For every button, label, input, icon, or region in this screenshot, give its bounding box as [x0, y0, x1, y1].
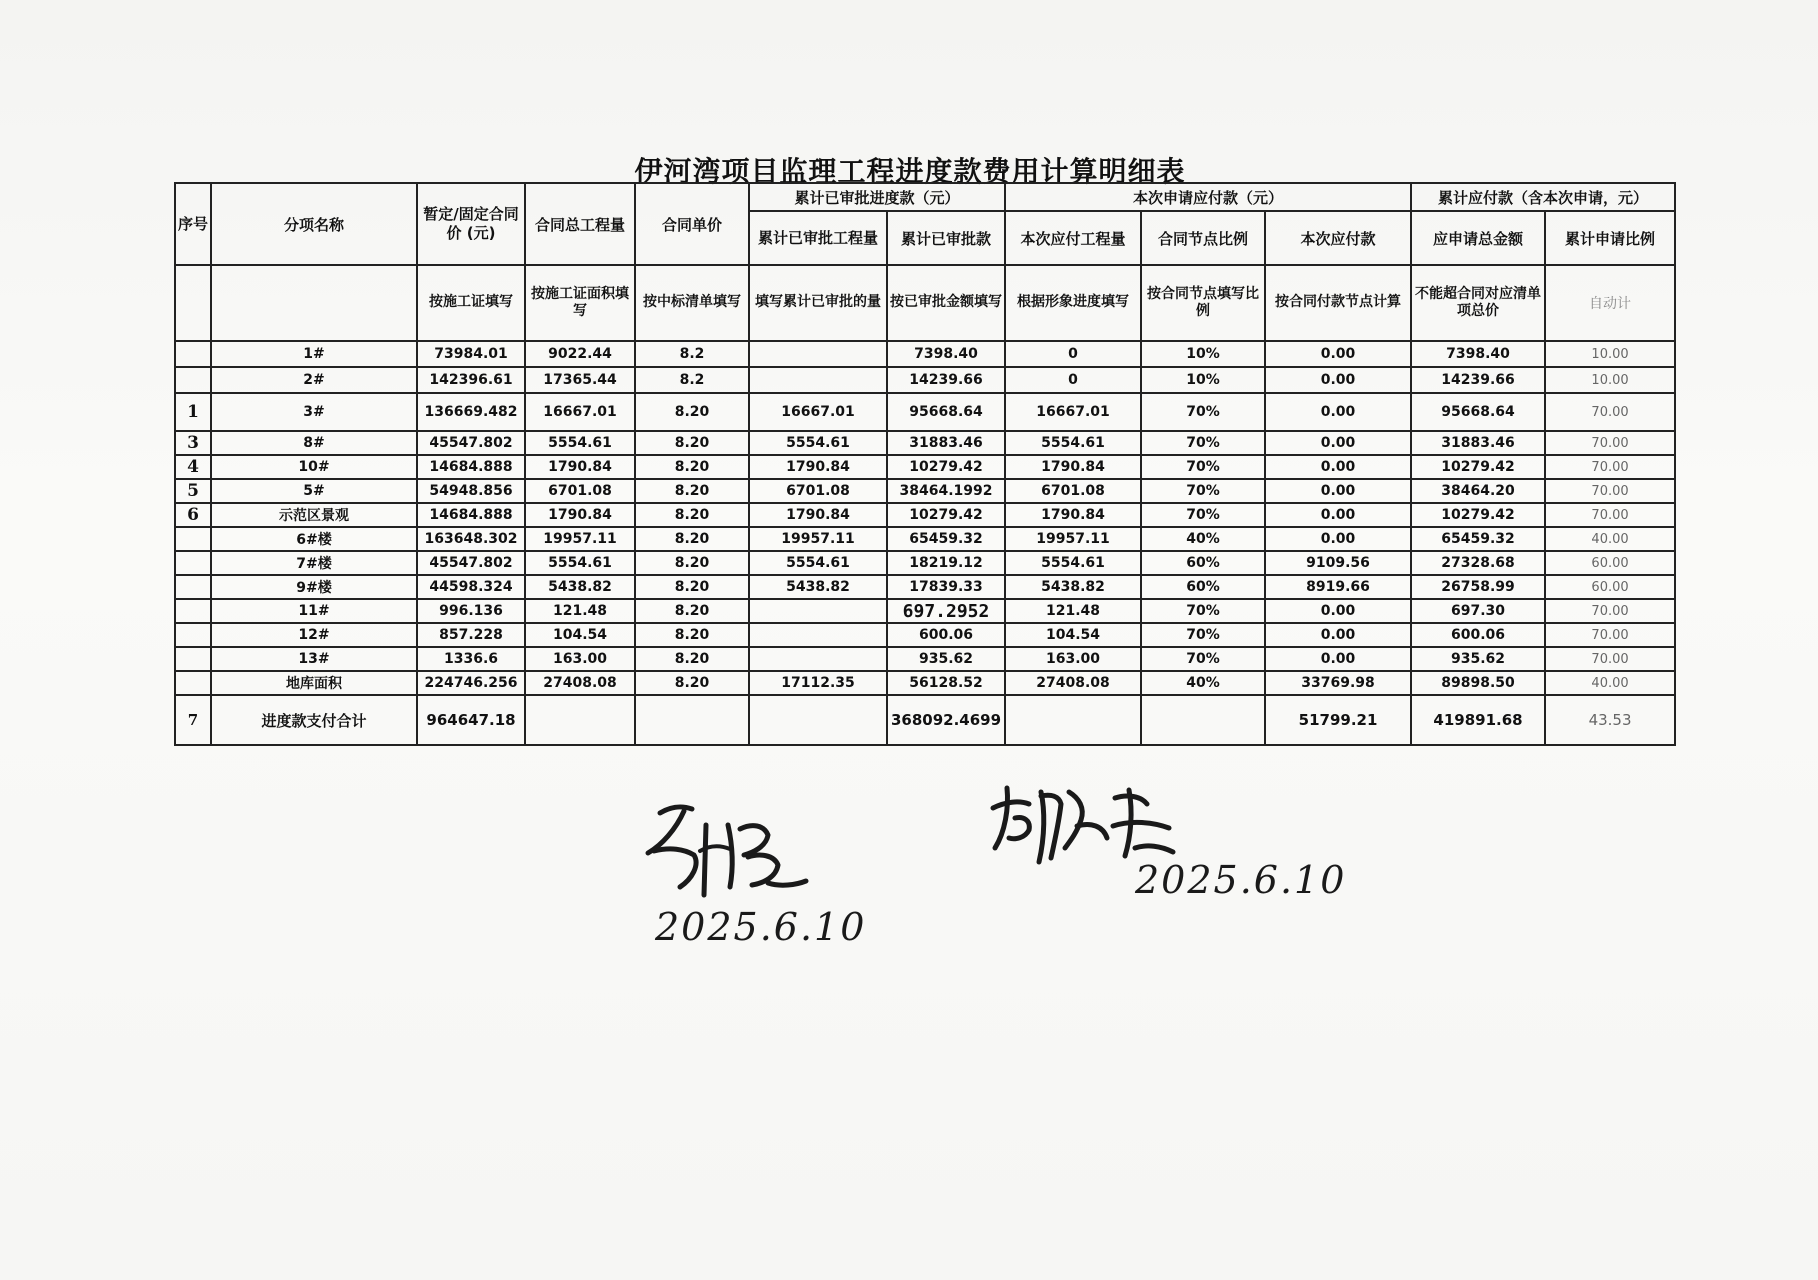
header-approved-amount: 累计已审批款: [887, 211, 1005, 265]
row-current-payable: 0.00: [1265, 431, 1411, 455]
header-current-quantity: 本次应付工程量: [1005, 211, 1141, 265]
row-contract-price: 142396.61: [417, 367, 525, 393]
row-cumulative-ratio: 40.00: [1545, 671, 1675, 695]
row-approved-quantity: [749, 367, 887, 393]
row-node-ratio: 70%: [1141, 479, 1265, 503]
table-row: [175, 599, 1675, 623]
row-approved-quantity: [749, 647, 887, 671]
row-cumulative-ratio: 40.00: [1545, 527, 1675, 551]
row-item-name: 12#: [211, 623, 417, 647]
empty-cell: [525, 695, 635, 745]
row-approved-amount: 14239.66: [887, 367, 1005, 393]
total-cumulative-total: 419891.68: [1411, 695, 1545, 745]
row-node-ratio: 70%: [1141, 393, 1265, 431]
row-node-ratio: 60%: [1141, 575, 1265, 599]
row-unit-price: 8.20: [635, 527, 749, 551]
row-approved-quantity: [749, 341, 887, 367]
row-current-payable: 0.00: [1265, 623, 1411, 647]
row-current-quantity: 5438.82: [1005, 575, 1141, 599]
row-cumulative-total: 600.06: [1411, 623, 1545, 647]
row-seq: [175, 527, 211, 551]
row-approved-quantity: 19957.11: [749, 527, 887, 551]
row-total-quantity: 5438.82: [525, 575, 635, 599]
row-cumulative-total: 14239.66: [1411, 367, 1545, 393]
row-node-ratio: 60%: [1141, 551, 1265, 575]
row-cumulative-total: 89898.50: [1411, 671, 1545, 695]
header-cumulative-ratio: 累计申请比例: [1545, 211, 1675, 265]
row-cumulative-total: 7398.40: [1411, 341, 1545, 367]
row-contract-price: 136669.482: [417, 393, 525, 431]
total-approved-amount: 368092.4699: [887, 695, 1005, 745]
row-cumulative-total: 31883.46: [1411, 431, 1545, 455]
row-unit-price: 8.20: [635, 599, 749, 623]
row-approved-quantity: 1790.84: [749, 503, 887, 527]
instruction-unit-price: 按中标清单填写: [635, 265, 749, 341]
row-approved-quantity: 5438.82: [749, 575, 887, 599]
row-current-quantity: 5554.61: [1005, 551, 1141, 575]
row-contract-price: 54948.856: [417, 479, 525, 503]
row-seq: 5: [175, 479, 211, 503]
header-current-payable: 本次应付款: [1265, 211, 1411, 265]
row-current-payable: 0.00: [1265, 599, 1411, 623]
row-seq: 1: [175, 393, 211, 431]
row-item-name: 11#: [211, 599, 417, 623]
row-approved-amount: 10279.42: [887, 503, 1005, 527]
row-node-ratio: 70%: [1141, 623, 1265, 647]
row-node-ratio: 10%: [1141, 341, 1265, 367]
row-current-payable: 33769.98: [1265, 671, 1411, 695]
row-cumulative-total: 935.62: [1411, 647, 1545, 671]
row-cumulative-total: 26758.99: [1411, 575, 1545, 599]
instruction-cell: [211, 265, 417, 341]
row-cumulative-ratio: 70.00: [1545, 479, 1675, 503]
row-cumulative-ratio: 70.00: [1545, 393, 1675, 431]
row-current-quantity: 121.48: [1005, 599, 1141, 623]
row-current-payable: 0.00: [1265, 527, 1411, 551]
row-cumulative-ratio: 60.00: [1545, 575, 1675, 599]
row-contract-price: 857.228: [417, 623, 525, 647]
row-current-payable: 0.00: [1265, 455, 1411, 479]
row-unit-price: 8.20: [635, 671, 749, 695]
row-current-payable: 0.00: [1265, 393, 1411, 431]
row-seq: [175, 599, 211, 623]
row-approved-amount: 95668.64: [887, 393, 1005, 431]
table-row: [175, 503, 1675, 527]
row-current-quantity: 1790.84: [1005, 455, 1141, 479]
row-contract-price: 44598.324: [417, 575, 525, 599]
row-current-payable: 9109.56: [1265, 551, 1411, 575]
row-item-name: 10#: [211, 455, 417, 479]
row-total-quantity: 16667.01: [525, 393, 635, 431]
row-current-payable: 0.00: [1265, 647, 1411, 671]
row-current-quantity: 5554.61: [1005, 431, 1141, 455]
row-total-quantity: 163.00: [525, 647, 635, 671]
instruction-current-quantity: 根据形象进度填写: [1005, 265, 1141, 341]
row-item-name: 13#: [211, 647, 417, 671]
row-approved-amount: 697.2952: [887, 599, 1005, 623]
row-unit-price: 8.20: [635, 455, 749, 479]
row-item-name: 8#: [211, 431, 417, 455]
table-row: [175, 671, 1675, 695]
header-group-current: 本次申请应付款（元）: [1005, 183, 1411, 211]
row-unit-price: 8.2: [635, 367, 749, 393]
empty-cell: [635, 695, 749, 745]
row-approved-amount: 600.06: [887, 623, 1005, 647]
row-seq: 3: [175, 431, 211, 455]
row-cumulative-ratio: 70.00: [1545, 647, 1675, 671]
row-current-quantity: 1790.84: [1005, 503, 1141, 527]
row-contract-price: 45547.802: [417, 431, 525, 455]
row-approved-amount: 31883.46: [887, 431, 1005, 455]
row-cumulative-total: 27328.68: [1411, 551, 1545, 575]
header-group-approved: 累计已审批进度款（元）: [749, 183, 1005, 211]
row-approved-quantity: 5554.61: [749, 551, 887, 575]
row-total-quantity: 1790.84: [525, 503, 635, 527]
right-signature-strokes: [985, 778, 1195, 868]
row-contract-price: 14684.888: [417, 455, 525, 479]
row-approved-quantity: 1790.84: [749, 455, 887, 479]
instruction-cumulative-total: 不能超合同对应清单项总价: [1411, 265, 1545, 341]
row-node-ratio: 70%: [1141, 431, 1265, 455]
table-row: [175, 393, 1675, 431]
row-total-quantity: 104.54: [525, 623, 635, 647]
row-contract-price: 1336.6: [417, 647, 525, 671]
row-contract-price: 73984.01: [417, 341, 525, 367]
header-node-ratio: 合同节点比例: [1141, 211, 1265, 265]
row-approved-amount: 38464.1992: [887, 479, 1005, 503]
row-current-payable: 0.00: [1265, 479, 1411, 503]
row-approved-amount: 10279.42: [887, 455, 1005, 479]
row-current-payable: 8919.66: [1265, 575, 1411, 599]
instruction-row: [175, 265, 1675, 341]
row-total-quantity: 121.48: [525, 599, 635, 623]
instruction-cumulative-ratio: 自动计: [1545, 265, 1675, 341]
row-unit-price: 8.20: [635, 431, 749, 455]
row-unit-price: 8.20: [635, 647, 749, 671]
header-cumulative-total: 应申请总金额: [1411, 211, 1545, 265]
row-cumulative-total: 38464.20: [1411, 479, 1545, 503]
row-cumulative-total: 10279.42: [1411, 455, 1545, 479]
row-cumulative-total: 65459.32: [1411, 527, 1545, 551]
right-signature: [985, 778, 1195, 868]
header-unit-price: 合同单价: [635, 183, 749, 265]
row-contract-price: 996.136: [417, 599, 525, 623]
row-cumulative-ratio: 10.00: [1545, 367, 1675, 393]
row-approved-quantity: 16667.01: [749, 393, 887, 431]
row-contract-price: 45547.802: [417, 551, 525, 575]
row-approved-quantity: 5554.61: [749, 431, 887, 455]
row-contract-price: 224746.256: [417, 671, 525, 695]
row-current-payable: 0.00: [1265, 341, 1411, 367]
row-cumulative-ratio: 10.00: [1545, 341, 1675, 367]
total-contract-price: 964647.18: [417, 695, 525, 745]
row-total-quantity: 19957.11: [525, 527, 635, 551]
header-group-cumulative: 累计应付款（含本次申请，元）: [1411, 183, 1675, 211]
total-seq: 7: [175, 695, 211, 745]
row-cumulative-ratio: 70.00: [1545, 623, 1675, 647]
row-approved-amount: 65459.32: [887, 527, 1005, 551]
row-item-name: 6#楼: [211, 527, 417, 551]
row-node-ratio: 70%: [1141, 503, 1265, 527]
header-approved-quantity: 累计已审批工程量: [749, 211, 887, 265]
row-approved-quantity: 6701.08: [749, 479, 887, 503]
instruction-cell: [175, 265, 211, 341]
right-signature-date: 2025.6.10: [1135, 858, 1347, 902]
row-current-quantity: 163.00: [1005, 647, 1141, 671]
table-row: [175, 551, 1675, 575]
row-seq: [175, 341, 211, 367]
row-unit-price: 8.20: [635, 551, 749, 575]
total-cumulative-ratio: 43.53: [1545, 695, 1675, 745]
document-title: 伊河湾项目监理工程进度款费用计算明细表: [634, 155, 1186, 188]
row-node-ratio: 10%: [1141, 367, 1265, 393]
row-current-quantity: 27408.08: [1005, 671, 1141, 695]
row-node-ratio: 70%: [1141, 599, 1265, 623]
header-contract-price: 暂定/固定合同价 (元): [417, 183, 525, 265]
left-signature: [640, 795, 840, 905]
row-total-quantity: 6701.08: [525, 479, 635, 503]
row-contract-price: 163648.302: [417, 527, 525, 551]
row-current-quantity: 19957.11: [1005, 527, 1141, 551]
row-seq: [175, 647, 211, 671]
table-row: [175, 367, 1675, 393]
row-seq: [175, 367, 211, 393]
row-unit-price: 8.20: [635, 503, 749, 527]
row-current-quantity: 0: [1005, 341, 1141, 367]
row-cumulative-ratio: 70.00: [1545, 455, 1675, 479]
table-row: [175, 341, 1675, 367]
row-current-payable: 0.00: [1265, 503, 1411, 527]
row-cumulative-total: 95668.64: [1411, 393, 1545, 431]
row-approved-amount: 18219.12: [887, 551, 1005, 575]
header-item-name: 分项名称: [211, 183, 417, 265]
row-approved-quantity: 17112.35: [749, 671, 887, 695]
row-item-name: 地库面积: [211, 671, 417, 695]
instruction-approved-quantity: 填写累计已审批的量: [749, 265, 887, 341]
row-seq: [175, 623, 211, 647]
instruction-node-ratio: 按合同节点填写比例: [1141, 265, 1265, 341]
row-current-quantity: 16667.01: [1005, 393, 1141, 431]
empty-cell: [749, 695, 887, 745]
table-row: [175, 623, 1675, 647]
row-cumulative-total: 697.30: [1411, 599, 1545, 623]
payment-detail-table: [174, 182, 1676, 746]
row-total-quantity: 5554.61: [525, 431, 635, 455]
row-approved-amount: 935.62: [887, 647, 1005, 671]
row-item-name: 2#: [211, 367, 417, 393]
table-row: [175, 575, 1675, 599]
row-current-quantity: 6701.08: [1005, 479, 1141, 503]
row-cumulative-ratio: 70.00: [1545, 503, 1675, 527]
empty-cell: [1141, 695, 1265, 745]
table-row: [175, 527, 1675, 551]
header-total-quantity: 合同总工程量: [525, 183, 635, 265]
total-row: [175, 695, 1675, 745]
row-cumulative-ratio: 70.00: [1545, 431, 1675, 455]
row-seq: [175, 551, 211, 575]
row-approved-amount: 17839.33: [887, 575, 1005, 599]
row-unit-price: 8.20: [635, 393, 749, 431]
total-label: 进度款支付合计: [211, 695, 417, 745]
row-node-ratio: 70%: [1141, 455, 1265, 479]
row-item-name: 7#楼: [211, 551, 417, 575]
table-row: [175, 455, 1675, 479]
left-signature-date: 2025.6.10: [655, 905, 867, 949]
table-row: [175, 431, 1675, 455]
row-cumulative-ratio: 60.00: [1545, 551, 1675, 575]
left-signature-strokes: [640, 795, 840, 905]
row-total-quantity: 9022.44: [525, 341, 635, 367]
row-cumulative-ratio: 70.00: [1545, 599, 1675, 623]
row-approved-quantity: [749, 599, 887, 623]
row-seq: 4: [175, 455, 211, 479]
table-row: [175, 479, 1675, 503]
row-cumulative-total: 10279.42: [1411, 503, 1545, 527]
row-total-quantity: 1790.84: [525, 455, 635, 479]
row-seq: [175, 575, 211, 599]
row-approved-amount: 7398.40: [887, 341, 1005, 367]
row-current-payable: 0.00: [1265, 367, 1411, 393]
instruction-current-payable: 按合同付款节点计算: [1265, 265, 1411, 341]
row-unit-price: 8.2: [635, 341, 749, 367]
row-item-name: 5#: [211, 479, 417, 503]
row-unit-price: 8.20: [635, 575, 749, 599]
row-node-ratio: 40%: [1141, 671, 1265, 695]
header-seq: 序号: [175, 183, 211, 265]
row-node-ratio: 70%: [1141, 647, 1265, 671]
row-item-name: 示范区景观: [211, 503, 417, 527]
row-total-quantity: 5554.61: [525, 551, 635, 575]
row-approved-amount: 56128.52: [887, 671, 1005, 695]
row-unit-price: 8.20: [635, 479, 749, 503]
total-current-payable: 51799.21: [1265, 695, 1411, 745]
row-contract-price: 14684.888: [417, 503, 525, 527]
row-item-name: 9#楼: [211, 575, 417, 599]
instruction-contract-price: 按施工证填写: [417, 265, 525, 341]
row-seq: [175, 671, 211, 695]
row-unit-price: 8.20: [635, 623, 749, 647]
row-total-quantity: 27408.08: [525, 671, 635, 695]
row-current-quantity: 0: [1005, 367, 1141, 393]
row-node-ratio: 40%: [1141, 527, 1265, 551]
instruction-approved-amount: 按已审批金额填写: [887, 265, 1005, 341]
empty-cell: [1005, 695, 1141, 745]
instruction-total-quantity: 按施工证面积填写: [525, 265, 635, 341]
row-approved-quantity: [749, 623, 887, 647]
row-current-quantity: 104.54: [1005, 623, 1141, 647]
row-item-name: 1#: [211, 341, 417, 367]
row-item-name: 3#: [211, 393, 417, 431]
row-seq: 6: [175, 503, 211, 527]
table-row: [175, 647, 1675, 671]
row-total-quantity: 17365.44: [525, 367, 635, 393]
